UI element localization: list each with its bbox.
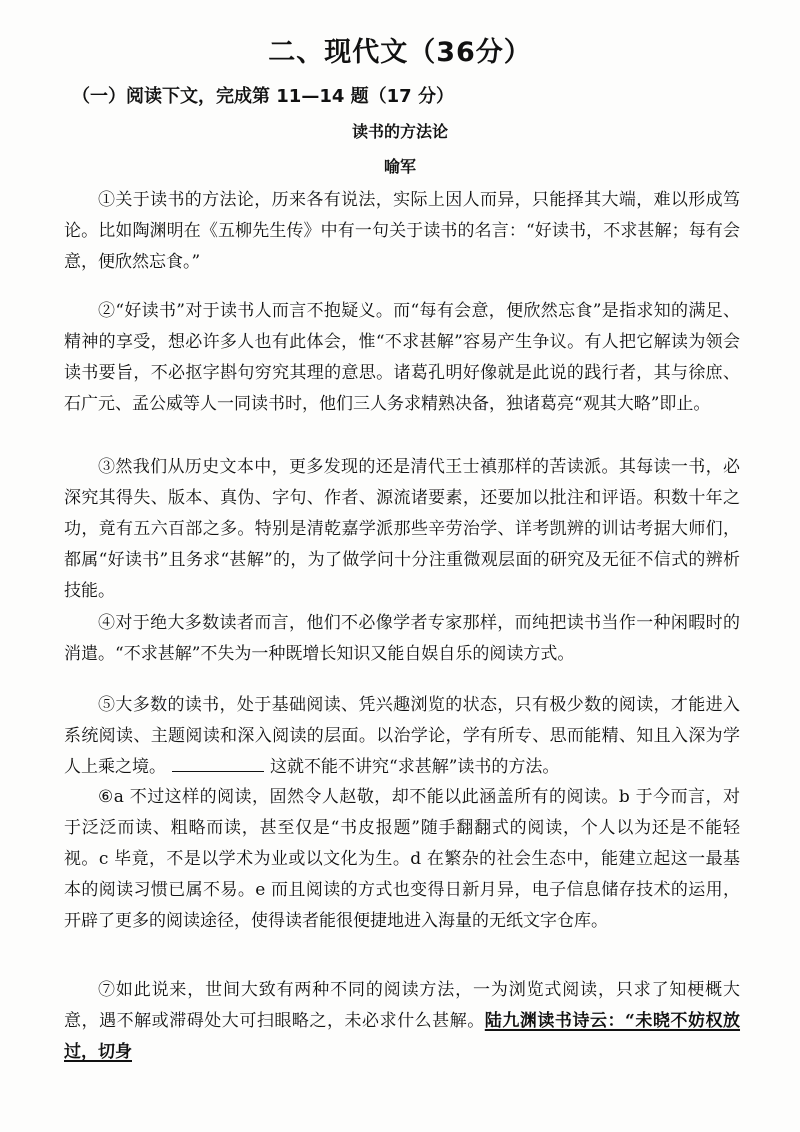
paragraph-4: ④对于绝大多数读者而言，他们不必像学者专家那样，而纯把读书当作一种闲暇时的消遣。“不求甚解”不失为一种既增长知识又能自娱自乐的阅读方式。 <box>64 613 740 664</box>
paragraph-5 <box>64 690 740 783</box>
paragraph-5-text: ⑤大多数的读书，处于基础阅读、凭兴趣浏览的状态，只有极少数的阅读，才能进入系统阅读、主题阅读和深入阅读的层面。以治学论，学有所专、思而能精、知且入深为学人上乘之境。 <box>64 695 740 777</box>
paragraph-7-text: ⑦如此说来，世间大致有两种不同的阅读方法，一为浏览式阅读，只求了知梗概大意，遇不解或滞碍处大可扫眼略之，未必求什么甚解。 <box>64 980 740 1031</box>
essay-author: 喻军 <box>383 157 416 176</box>
paragraph-3: ③然我们从历史文本中，更多发现的还是清代王士禛那样的苦读派。其每读一书，必深究其得失、版本、真伪、字句、作者、源流诸要素，还要加以批注和评语。积数十年之功，竟有五六百部之多。特别是清乾嘉学派那些辛劳治学、详考凯辨的训诂考据大师们，都属“好读书”且务求“甚解”的，为了做学问十分注重微观层面的研究及无征不信式的辨析技能。 <box>64 457 740 601</box>
paragraph-1: ①关于读书的方法论，历来各有说法，实际上因人而异，只能择其大端，难以形成笃论。比如陶渊明在《五柳先生传》中有一句关于读书的名言：“好读书，不求甚解；每有会意，便欣然忘食。” <box>64 190 740 272</box>
paragraph-2: ②“好读书”对于读书人而言不抱疑义。而“每有会意，便欣然忘食”是指求知的满足、精神的享受，想必许多人也有此体会，惟“不求甚解”容易产生争议。有人把它解读为领会读书要旨，不必抠字斟句穷究其理的意思。诸葛孔明好像就是此说的践行者，其与徐庶、石广元、孟公威等人一同读书时，他们三人务求精熟决备，独诸葛亮“观其大略”即止。 <box>64 301 740 414</box>
essay-title: 读书的方法论 <box>351 122 448 141</box>
section-heading: 二、现代文（36分） <box>268 37 532 68</box>
paragraph-5-tail: 这就不能不讲究“求甚解”读书的方法。 <box>270 757 560 777</box>
question-instruction: （一）阅读下文，完成第 11—14 题（17 分） <box>72 86 454 107</box>
underlined-quote: 陆九渊读书诗云：“未晓不妨权放过，切身 <box>64 1011 741 1062</box>
paragraph-6: ⑥a 不过这样的阅读，固然令人赵敬，却不能以此涵盖所有的阅读。b 于今而言，对于泛泛而读、粗略而读，甚至仅是“书皮报题”随手翻翻式的阅读，个人以为还是不能轻视。c 毕竟，不是以学术为业或以文化为生。d 在繁杂的社会生态中，能建立起这一最基本的阅读习惯已属不易。e 而且阅读的方式也变得日新月异，电子信息储存技术的运用，开辟了更多的阅读途径，使得读者能很便捷地进入海量的无纸文字仓库。 <box>64 787 740 931</box>
answer-blank <box>172 755 264 772</box>
paragraph-7 <box>64 975 740 1068</box>
